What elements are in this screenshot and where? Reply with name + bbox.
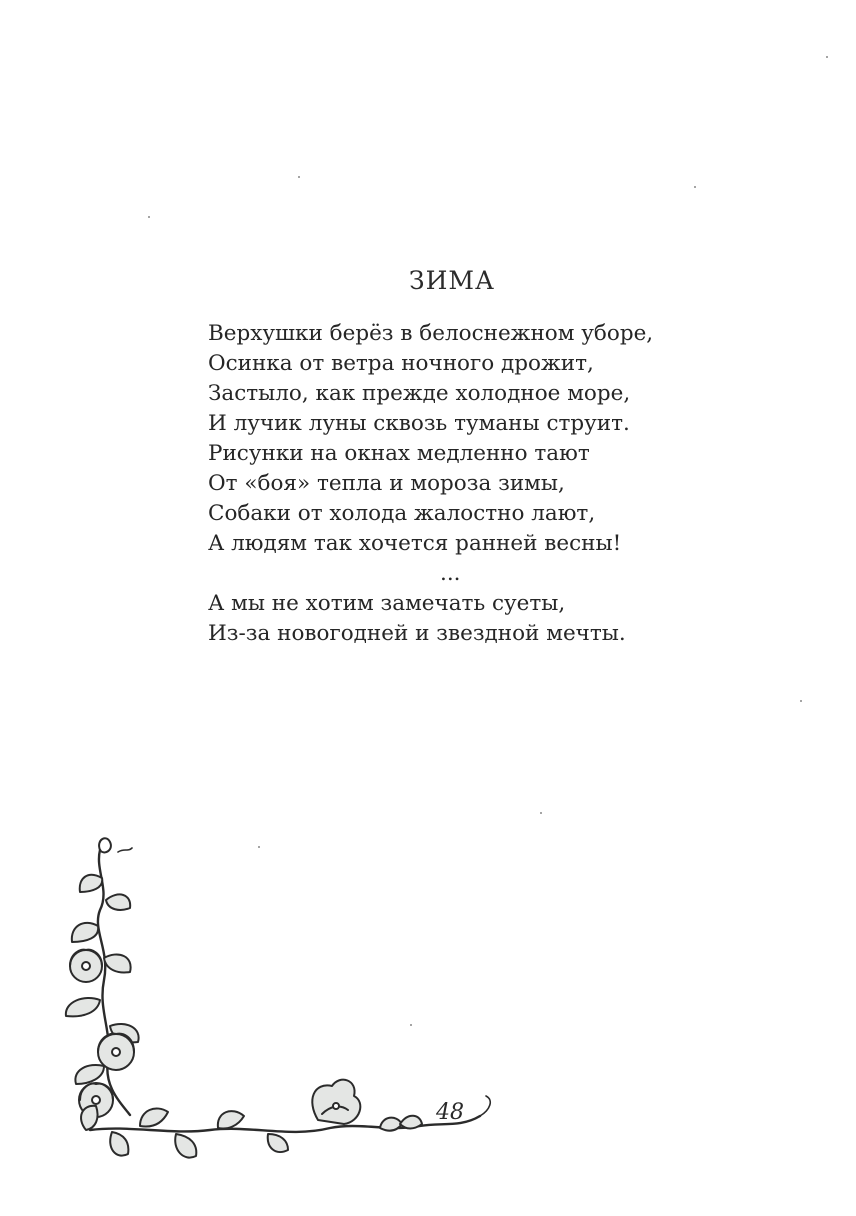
scan-speck <box>826 56 828 58</box>
poem-line: От «боя» тепла и мороза зимы, <box>208 471 565 496</box>
poem-line: Рисунки на окнах медленно тают <box>208 441 590 466</box>
scan-speck <box>540 812 542 814</box>
poem-line: А людям так хочется ранней весны! <box>208 531 622 556</box>
page-number: 48 <box>436 1100 464 1125</box>
scan-speck <box>800 700 802 702</box>
scan-speck <box>298 176 300 178</box>
poem-line: Собаки от холода жалостно лают, <box>208 501 596 526</box>
vine-flower-corner-ornament <box>0 830 520 1190</box>
poem-title: ЗИМА <box>409 266 495 295</box>
scan-speck <box>694 186 696 188</box>
poem-line: Застыло, как прежде холодное море, <box>208 381 631 406</box>
stanza-separator: ... <box>440 561 461 586</box>
poem-line: Верхушки берёз в белоснежном уборе, <box>208 321 654 346</box>
poem-body <box>208 319 768 649</box>
poem-line: И лучик луны сквозь туманы струит. <box>208 411 630 436</box>
poem-line: Осинка от ветра ночного дрожит, <box>208 351 594 376</box>
poem-line: А мы не хотим замечать суеты, <box>208 591 566 616</box>
scan-speck <box>148 216 150 218</box>
poem-line: Из-за новогодней и звездной мечты. <box>208 621 626 646</box>
scan-speck <box>258 846 260 848</box>
scan-speck <box>410 1024 412 1026</box>
